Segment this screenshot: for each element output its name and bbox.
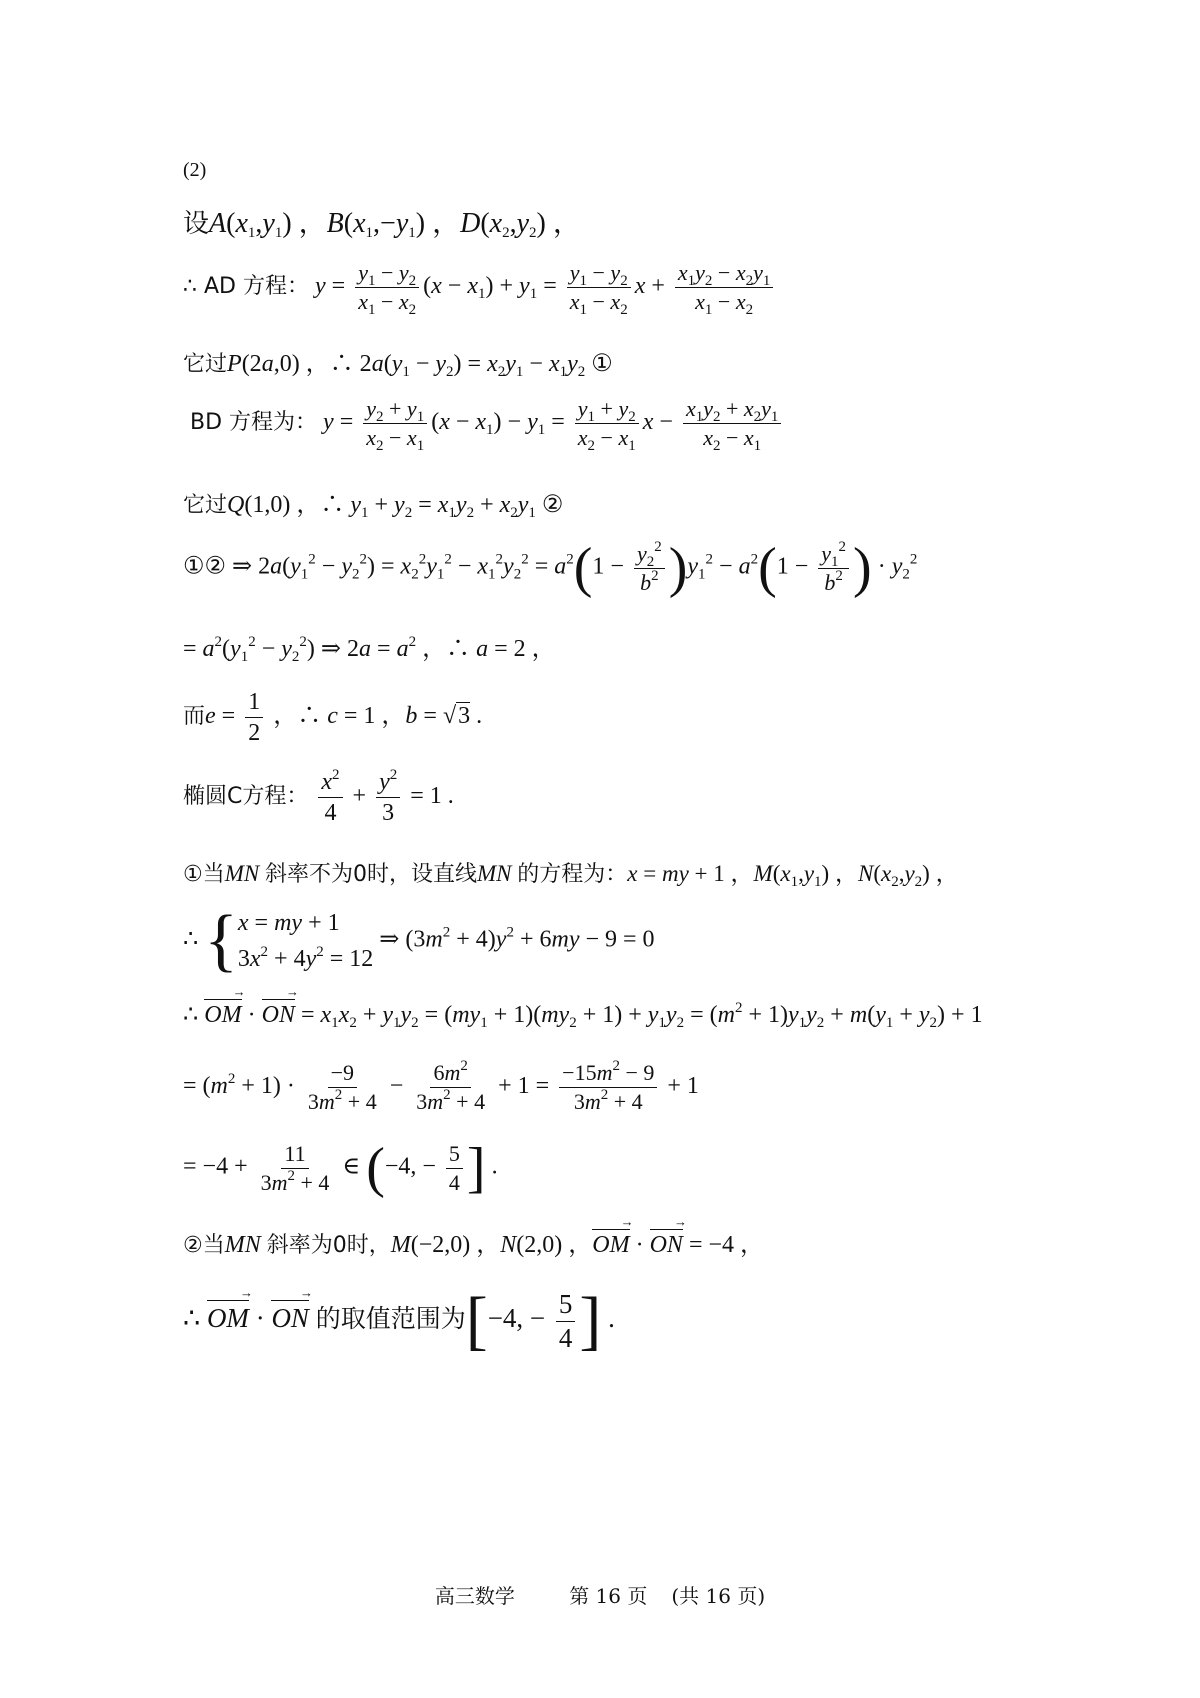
footer-page: 第 16 页: [569, 1584, 648, 1608]
line-passes-p: 它过P(2a,0) ，∴ $2a(y_1 - y_2) = x_2y_1 - x_1y_2$ ①: [183, 351, 613, 380]
line-combine: ①② ⇒ $2a(y_1^2 - y_2^2) = x_2^2y_1^2 - x_1^2y_2^2 = a^2(1$ − $\frac{y_2^2}{b^2}$ )$y_1^2 - a^2(1$ − $\frac{y_1^2}{b^2}$ ) · $y_2^2$: [183, 537, 918, 599]
line-case1-setup: ①当MN 斜率不为0时，设直线MN 的方程为：x = my + 1 ，$M(x_1,y_1)$ ，$N(x_2,y_2)$ ，: [183, 861, 959, 890]
footer-subject: 高三数学: [434, 1584, 515, 1608]
line-ellipse-equation: 椭圆C方程： $\frac{x^2}{4}$ + $\frac{y^2}{3}$ = 1 .: [183, 767, 454, 826]
part-label: (2): [183, 159, 207, 181]
line-dot-product: ∴ OM → · ON → = $x_1x_2 + y_1y_2 = (my_1 + 1)(my_2 + 1) + y_1y_2 = (m^2 + 1)y_1y_2 + m(y_1 + y_2) + 1$: [183, 1003, 983, 1027]
line-eccentricity: 而e = $\frac{1}{2}$ ，∴ c = 1 ，b = √3 .: [183, 689, 483, 746]
line-system: ∴ { x = my + 1 $3x^2 + 4y^2 = 12$ ⇒ $(3m^2 + 4)y^2 + 6my - 9 = 0$: [183, 902, 655, 979]
line-dot-product-expanded: = $(m^2 + 1)$ · $\frac{-9}{3m^2 + 4}$ − $\frac{6m^2}{3m^2 + 4}$ + 1 = $\frac{-15m^2 - 9}{3m^2 + 4}$ + 1: [183, 1058, 699, 1114]
line-conclusion: ∴ OM → · ON → 的取值范围为[−4, − $\frac{5}{4}$ ] .: [183, 1288, 615, 1354]
footer-total: (共 16 页): [671, 1584, 766, 1608]
line-bd-equation: BD 方程为： y = $\frac{y_2 + y_1}{x_2 - x_1}$ $(x - x_1) - y_1$ = $\frac{y_1 + y_2}{x_2 - x_1}$ x − $\frac{x_1y_2 + x_2y_1}{x_2 - x_1}$: [190, 398, 785, 449]
line-case2: ②当MN 斜率为0时，M(−2,0) ，N(2,0) ，OM → · ON → = −4 ，: [183, 1233, 764, 1257]
line-ad-equation: ∴ AD 方程： y = $\frac{y_1 - y_2}{x_1 - x_2}$ $(x - x_1) + y_1$ = $\frac{y_1 - y_2}{x_1 - x_2}$ x + $\frac{x_1y_2 - x_2y_1}{x_1 - x_2}$: [183, 262, 777, 313]
page-footer: [0, 1580, 1200, 1609]
line-solve-a: = $a^2(y_1^2 - y_2^2)$ ⇒ $2a = a^2$ ，∴ a = 2 ，: [183, 634, 556, 665]
line-range-case1: = −4 + $\frac{11}{3m^2 + 4}$ ∈ (−4, − $\frac{5}{4}$ ] .: [183, 1137, 498, 1199]
line-setup-points: 设$A(x_1,y_1)$ ，$B(x_1,-y_1)$ ，$D(x_2,y_2)$ ，: [183, 208, 581, 241]
line-passes-q: 它过Q(1,0) ，∴ $y_1 + y_2 = x_1y_2 + x_2y_1$ ②: [183, 492, 564, 521]
